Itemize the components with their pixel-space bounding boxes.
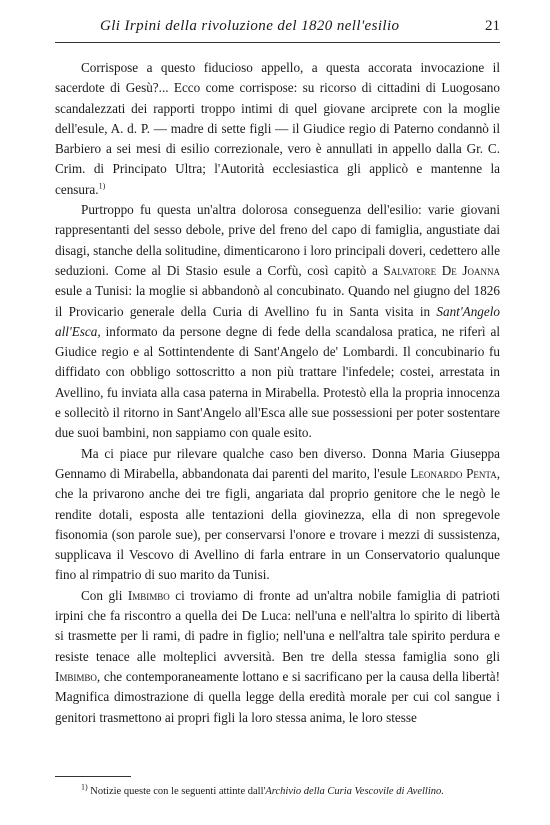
paragraph [55,200,500,444]
text-run: esule a Tunisi: la moglie si abbandonò al concubinato. Quando nel giugno del 1826 il Provicario generale della Curia di Avellino fu in Santa visita in [55,283,500,319]
text-run: Purtroppo fu questa un'altra dolorosa conseguenza dell'esilio: varie giovani rappresentanti del sesso debole, prive del freno del capo di famiglia, angustiate dai disagi, stanche della solitudine, dimenticarono i loro principali doveri, cedettero alle seduzioni. Come al Di Stasio esule a Corfù, così capitò a [55,202,500,278]
footnote [55,784,500,800]
footnote-rule [55,776,131,777]
small-caps-name: Imbimbo [55,668,97,684]
footnote-marker: 1) [81,782,88,792]
text-run: ci troviamo di fronte ad un'altra nobile famiglia di patrioti irpini che fa riscontro a quella dei De Luca: nell'una e nell'altra lo spirito di libertà si trasmette per li rami, di padre in figlio; nell'una e nell'altra tale spirito perdura e resiste tenace alle molteplici avversità. Ben tre della stessa famiglia sono gli [55,587,500,664]
italic-text: Sant'Angelo all'Esca, [55,303,500,339]
paragraph [55,58,500,200]
text-run: Corrispose a questo fiducioso appello, a questa accorata invocazione il sacerdote di Gesù?... Ecco come corrispose: su ricorso di cittadini di Luogosano scandalezzati dei rapporti troppo intimi di quel giovane arciprete con la moglie dell'esule, A. d. P. — madre di sette figli — il Giudice regio di Paterno condannò il Barbiero a sei mesi di esilio correzionale, vero è annullati in appello dalla Gr. C. Crim. di Principato Ultra; l'Autorità ecclesiastica gli applicò e mantenne la censura. [55,60,500,197]
text-run: Notizie queste con le seguenti attinte dall' [87,786,266,797]
text-run: Ma ci piace pur rilevare qualche caso ben diverso. Donna Maria Giuseppa Gennamo di Mirabella, abbandonata dai parenti del marito, l'esule [55,445,500,481]
text-run: , che la privarono anche dei tre figli, angariata dal proprio genitore che le negò le rendite dotali, esposta alle tentazioni della giovinezza, ella di non spregevole fisonomia (son parole sue), per conservarsi l'onore e trovare i mezzi di sussistenza, supplicava il Vescovo di Avellino di farla entrare in un Conservatorio qualunque fino al rimpatrio di suo marito da Tunisi. [55,465,500,583]
paragraph [55,586,500,728]
paragraph [55,444,500,586]
small-caps-name: Leonardo Penta [410,465,497,481]
body-text [55,58,500,728]
italic-text: Archivio della Curia Vescovile di Avellino. [265,786,444,797]
running-title: Gli Irpini della rivoluzione del 1820 nell'esilio [100,18,400,34]
small-caps-name: Salvatore De Joanna [383,262,500,278]
small-caps-name: Imbimbo [127,587,170,603]
text-run: , che contemporaneamente lottano e si sacrificano per la causa della libertà! Magnifica dimostrazione di quella legge della eredità morale per cui col sangue i genitori trasmettono ai propri figli la loro stessa anima, le loro stesse [55,668,500,725]
page-number: 21 [485,18,500,34]
text-run: informato da persone degne di fede della scandalosa pratica, ne riferì al Giudice regio e al Sottintendente di Sant'Angelo de' Lombardi. Il concubinario fu diffidato con obbligo sottoscritto a non più trattare l'infedele; costei, arrestata in Avellino, fu inviata alla casa paterna in Mirabella. Protestò ella la propria innocenza e sollecitò il ritorno in Sant'Angelo all'Esca alle sue possessioni per poter sostentare due suoi bambini, non sappiamo con quale esito. [55,323,500,441]
header-rule [55,42,500,43]
footnote-marker: 1) [98,181,106,191]
running-header [55,18,500,40]
text-run: Con gli [81,587,128,603]
